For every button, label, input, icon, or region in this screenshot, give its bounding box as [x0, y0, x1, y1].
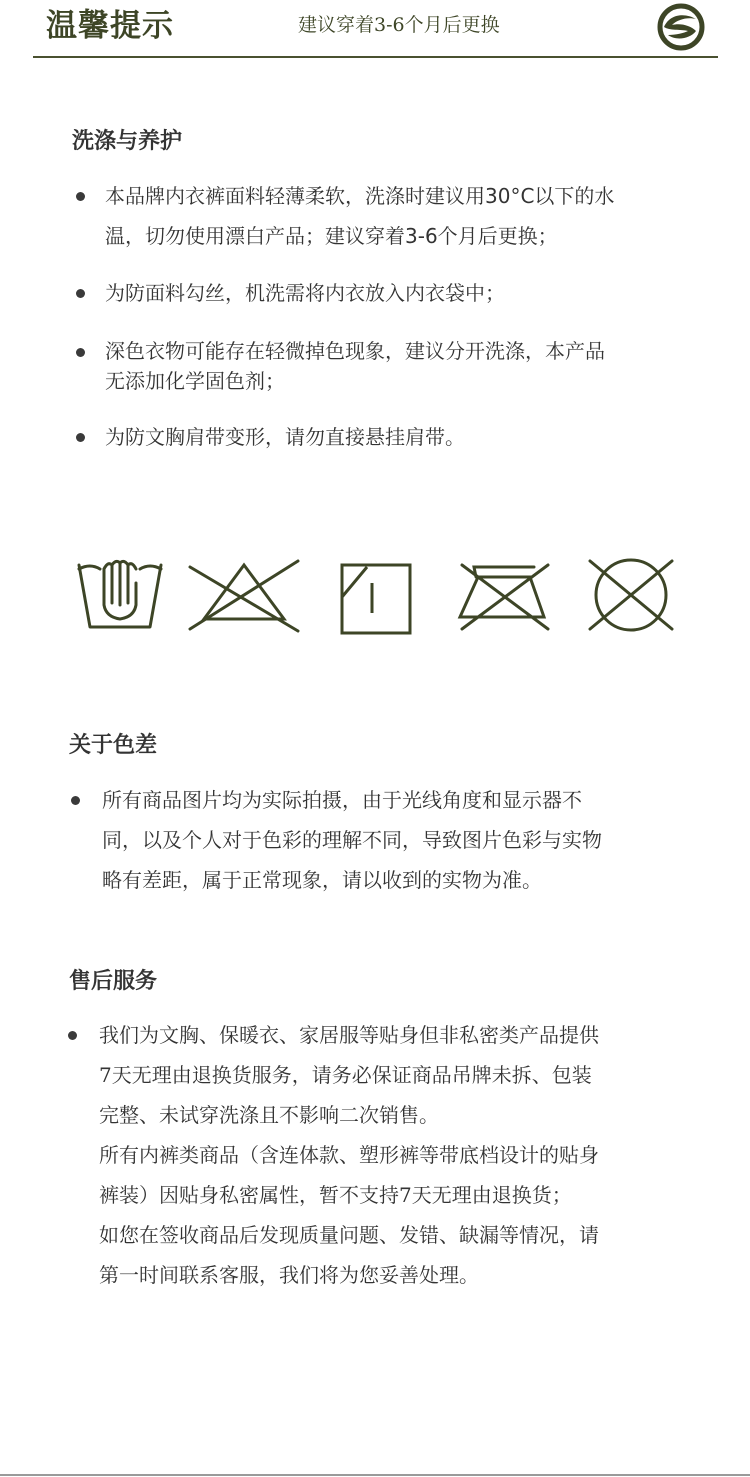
after-sales-text — [99, 1015, 714, 1295]
bullet-dot — [68, 1031, 77, 1040]
washing-item-4-line-1: 为防文胸肩带变形，请勿直接悬挂肩带。 — [105, 425, 465, 449]
color-diff-line-2: 同，以及个人对于色彩的理解不同，导致图片色彩与实物 — [102, 828, 602, 852]
after-sales-section-title: 售后服务 — [69, 968, 158, 994]
leaf-circle-logo-icon — [656, 3, 706, 51]
after-sales-line-2: 7天无理由退换货服务，请务必保证商品吊牌未拆、包装 — [99, 1063, 592, 1087]
header-divider — [33, 56, 718, 58]
hand-wash-icon — [76, 555, 164, 633]
color-diff-line-1: 所有商品图片均为实际拍摄，由于光线角度和显示器不 — [102, 788, 582, 812]
washing-item-3-line-2: 无添加化学固色剂； — [105, 369, 285, 393]
after-sales-line-1: 我们为文胸、保暖衣、家居服等贴身但非私密类产品提供 — [99, 1023, 599, 1047]
bullet-dot — [76, 433, 85, 442]
do-not-bleach-icon — [186, 555, 302, 635]
washing-item-2 — [105, 273, 705, 313]
page-title: 温馨提示 — [46, 8, 174, 44]
color-diff-text — [102, 780, 712, 900]
color-diff-section-title: 关于色差 — [69, 732, 158, 758]
after-sales-line-4: 所有内裤类商品（含连体款、塑形裤等带底档设计的贴身 — [99, 1143, 599, 1167]
bullet-dot — [76, 348, 85, 357]
drip-dry-icon — [339, 555, 413, 635]
bottom-divider — [0, 1474, 750, 1476]
bullet-dot — [76, 192, 85, 201]
after-sales-line-7: 第一时间联系客服，我们将为您妥善处理。 — [99, 1263, 479, 1287]
washing-item-1-line-1: 本品牌内衣裤面料轻薄柔软，洗涤时建议用30°C以下的水 — [105, 184, 615, 208]
washing-section-title: 洗涤与养护 — [72, 128, 183, 154]
do-not-dry-clean-icon — [586, 555, 676, 635]
washing-item-1-line-2: 温，切勿使用漂白产品；建议穿着3-6个月后更换； — [105, 224, 558, 248]
washing-item-3 — [105, 336, 705, 396]
do-not-iron-icon — [456, 555, 552, 635]
header-subtitle: 建议穿着3-6个月后更换 — [298, 14, 500, 36]
page-header — [0, 0, 750, 60]
washing-item-4 — [105, 417, 705, 457]
washing-item-1 — [105, 176, 705, 256]
bullet-dot — [71, 796, 80, 805]
color-diff-line-3: 略有差距，属于正常现象，请以收到的实物为准。 — [102, 868, 542, 892]
washing-item-2-line-1: 为防面料勾丝，机洗需将内衣放入内衣袋中； — [105, 281, 505, 305]
washing-item-3-line-1: 深色衣物可能存在轻微掉色现象，建议分开洗涤，本产品 — [105, 339, 605, 363]
bullet-dot — [76, 289, 85, 298]
after-sales-line-3: 完整、未试穿洗涤且不影响二次销售。 — [99, 1103, 439, 1127]
after-sales-line-6: 如您在签收商品后发现质量问题、发错、缺漏等情况，请 — [99, 1223, 599, 1247]
after-sales-line-5: 裤装）因贴身私密属性，暂不支持7天无理由退换货； — [99, 1183, 572, 1207]
